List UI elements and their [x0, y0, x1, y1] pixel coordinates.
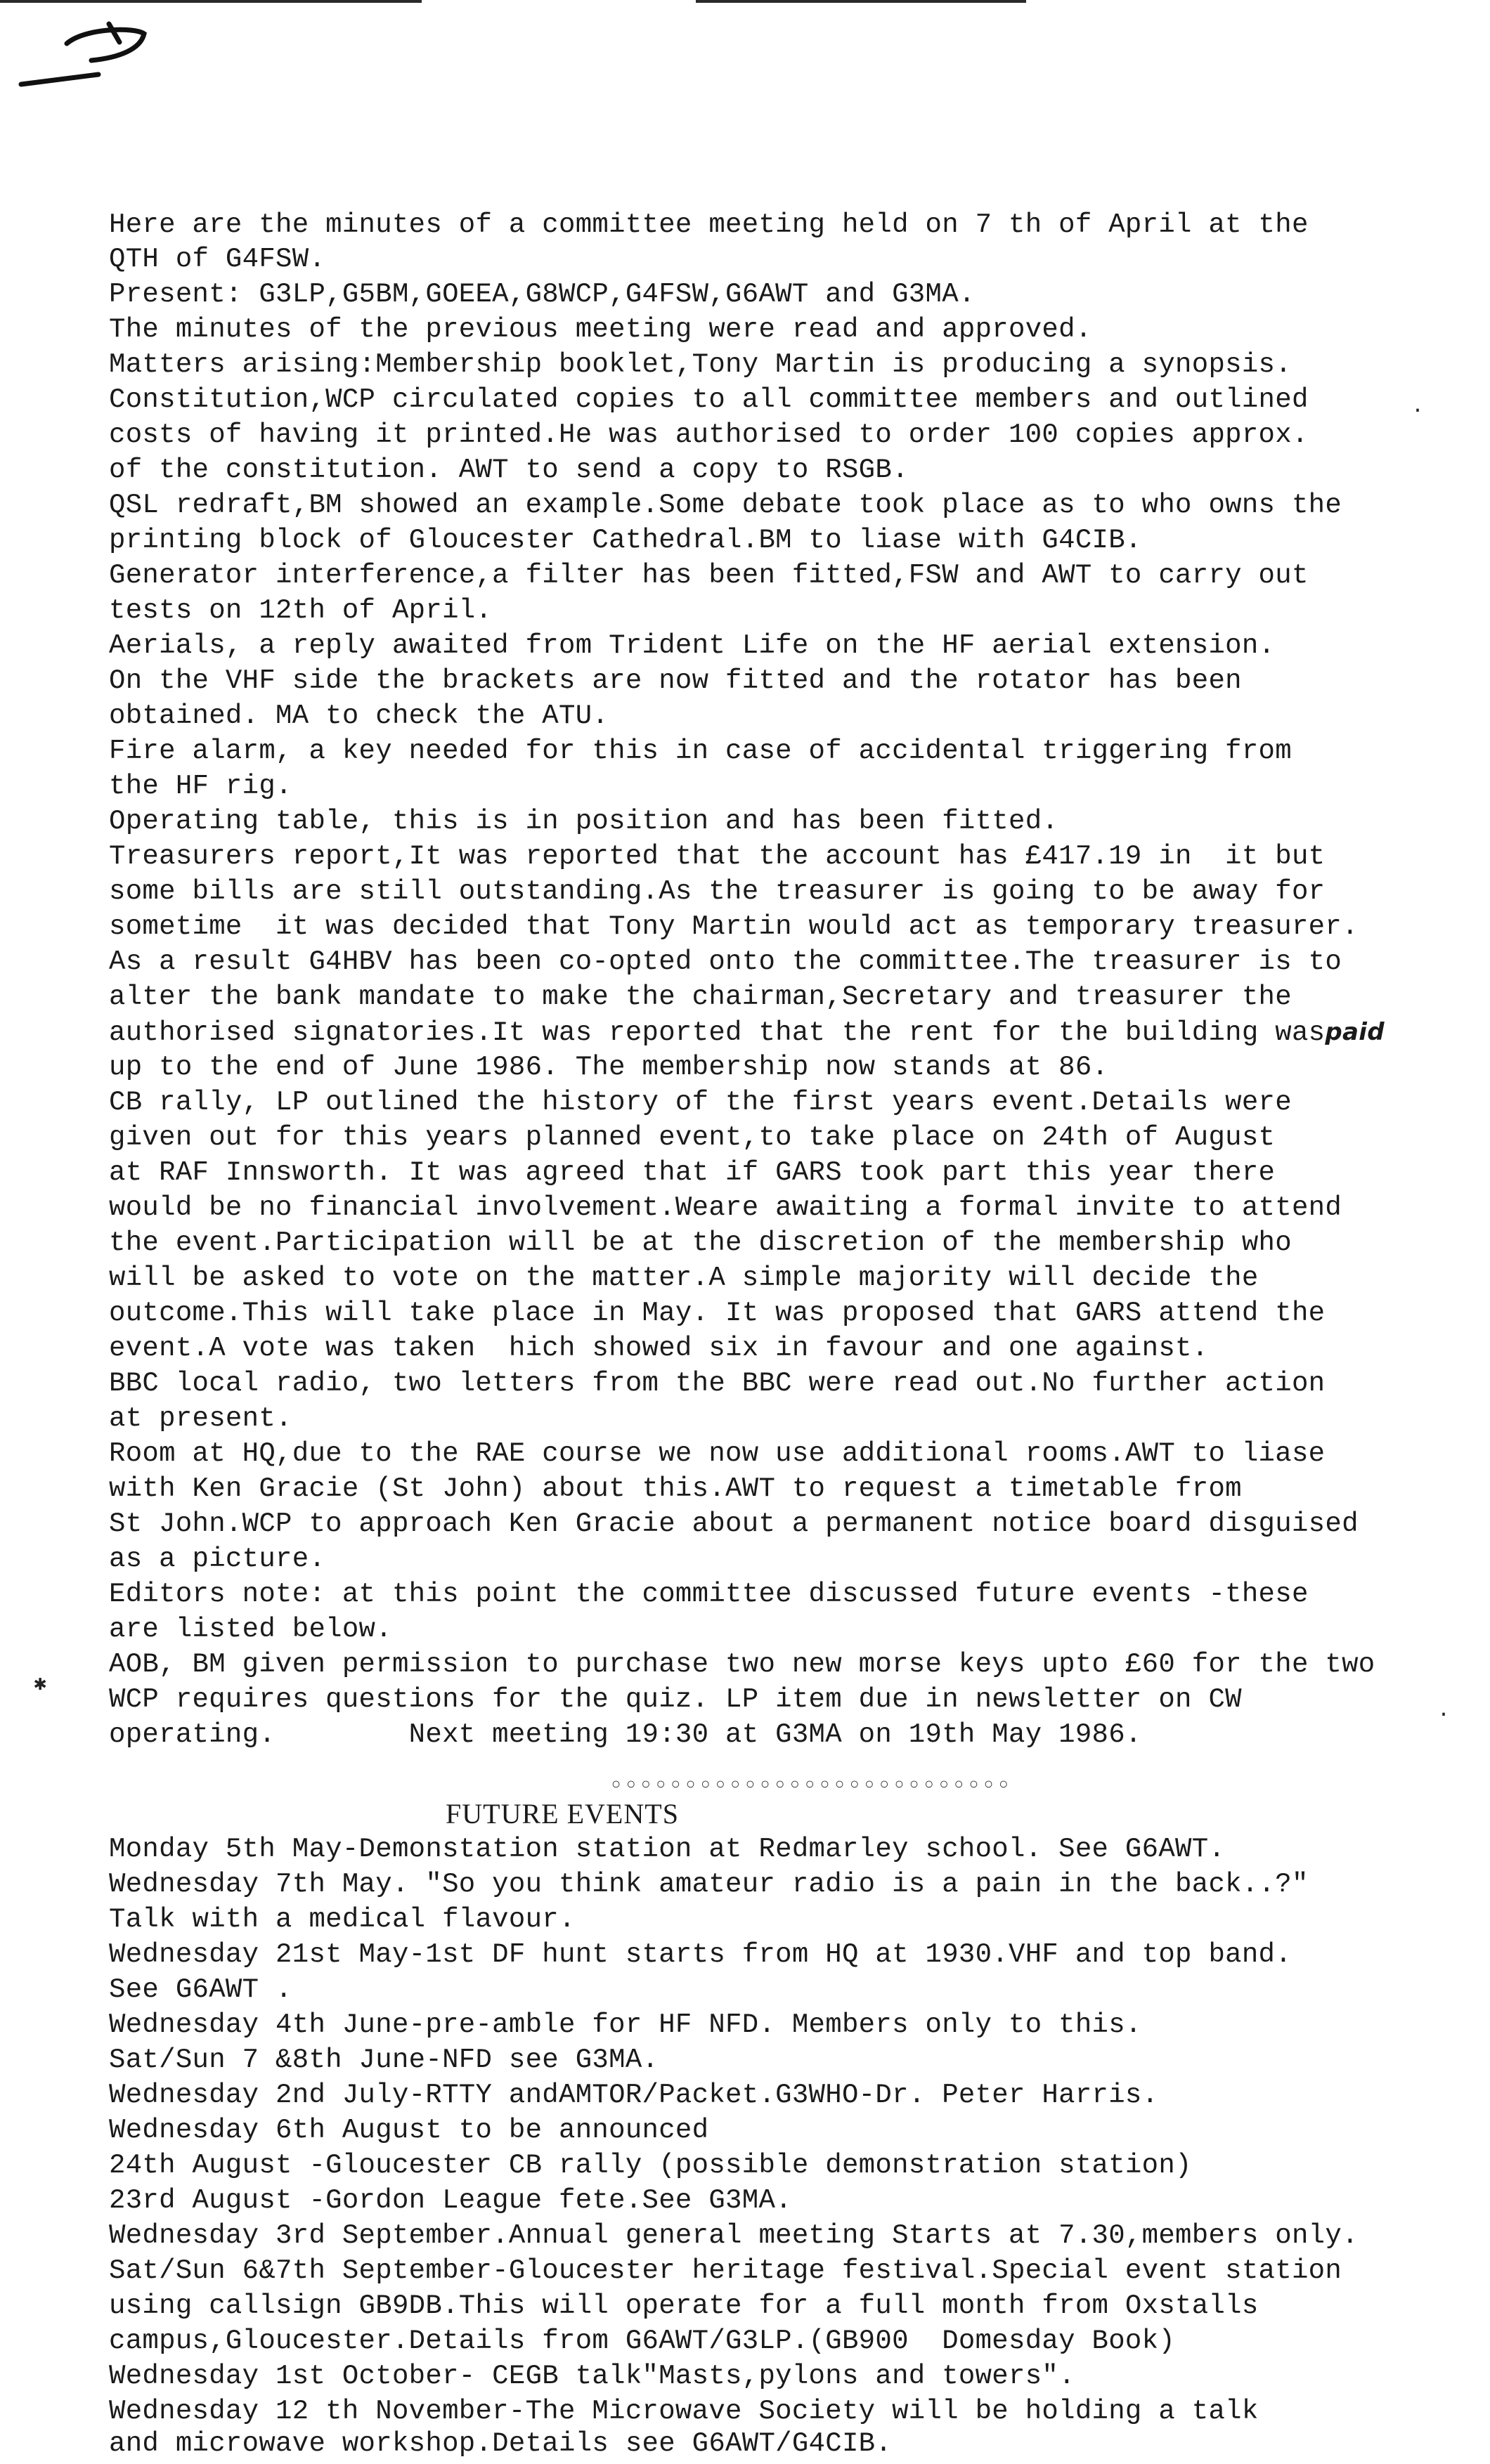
minutes-line: Constitution,WCP circulated copies to all committee members and outlined	[109, 384, 1309, 415]
margin-asterisk-mark: ✱	[34, 1673, 47, 1697]
event-line: Wednesday 21st May-1st DF hunt starts from HQ at 1930.VHF and top band.	[109, 1939, 1292, 1970]
handwritten-page-mark	[14, 14, 148, 91]
minutes-line: The minutes of the previous meeting were read and approved.	[109, 314, 1092, 345]
minutes-line: QTH of G4FSW.	[109, 244, 326, 275]
minutes-line: the HF rig.	[109, 771, 292, 802]
minutes-line: As a result G4HBV has been co-opted onto the committee.The treasurer is to	[109, 946, 1342, 977]
minutes-line-with-handwriting	[109, 1015, 1385, 1050]
minutes-line: some bills are still outstanding.As the treasurer is going to be away for	[109, 876, 1326, 907]
handwritten-addition: paid	[1325, 1018, 1385, 1046]
minutes-line: are listed below.	[109, 1614, 392, 1645]
minutes-line: the event.Participation will be at the discretion of the membership who	[109, 1227, 1292, 1258]
minutes-line: of the constitution. AWT to send a copy to RSGB.	[109, 455, 909, 485]
event-line: 23rd August -Gordon League fete.See G3MA.	[109, 2185, 792, 2216]
minutes-line: Aerials, a reply awaited from Trident Life on the HF aerial extension.	[109, 630, 1276, 661]
minutes-line: Fire alarm, a key needed for this in case of accidental triggering from	[109, 736, 1292, 767]
minutes-line: given out for this years planned event,to take place on 24th of August	[109, 1122, 1276, 1153]
minutes-line: alter the bank mandate to make the chairman,Secretary and treasurer the	[109, 982, 1292, 1012]
minutes-line: outcome.This will take place in May. It was proposed that GARS attend the	[109, 1298, 1326, 1329]
minutes-line: tests on 12th of April.	[109, 595, 493, 626]
margin-dot-mark: ·	[1437, 1703, 1451, 1727]
minutes-line: operating. Next meeting 19:30 at G3MA on 19th May 1986.	[109, 1719, 1142, 1750]
minutes-line: Present: G3LP,G5BM,GOEEA,G8WCP,G4FSW,G6AWT and G3MA.	[109, 279, 976, 310]
minutes-line: St John.WCP to approach Ken Gracie about a permanent notice board disguised	[109, 1508, 1359, 1539]
event-line: Wednesday 4th June-pre-amble for HF NFD. Members only to this.	[109, 2009, 1142, 2040]
event-line: Talk with a medical flavour.	[109, 1904, 576, 1935]
future-events-heading: FUTURE EVENTS	[446, 1798, 679, 1830]
event-line: Wednesday 7th May. "So you think amateur radio is a pain in the back..?"	[109, 1869, 1309, 1900]
minutes-line: Treasurers report,It was reported that the account has £417.19 in it but	[109, 841, 1326, 872]
minutes-line: costs of having it printed.He was authorised to order 100 copies approx.	[109, 419, 1309, 450]
event-line: Wednesday 1st October- CEGB talk"Masts,pylons and towers".	[109, 2361, 1075, 2392]
event-line: campus,Gloucester.Details from G6AWT/G3LP.(GB900 Domesday Book)	[109, 2326, 1176, 2357]
top-edge-rule-right	[696, 0, 1026, 3]
event-line: Wednesday 12 th November-The Microwave Society will be holding a talk	[109, 2396, 1259, 2427]
minutes-line: will be asked to vote on the matter.A simple majority will decide the	[109, 1263, 1259, 1293]
minutes-line: On the VHF side the brackets are now fitted and the rotator has been	[109, 665, 1242, 696]
minutes-line: at present.	[109, 1403, 292, 1434]
minutes-line: Here are the minutes of a committee meeting held on 7 th of April at the	[109, 209, 1309, 240]
event-line: Monday 5th May-Demonstation station at Redmarley school. See G6AWT.	[109, 1834, 1226, 1865]
minutes-line: Matters arising:Membership booklet,Tony Martin is producing a synopsis.	[109, 349, 1292, 380]
event-line: See G6AWT .	[109, 1974, 292, 2005]
event-line: Wednesday 6th August to be announced	[109, 2115, 709, 2146]
minutes-line: printing block of Gloucester Cathedral.BM to liase with G4CIB.	[109, 525, 1142, 556]
event-line: using callsign GB9DB.This will operate for a full month from Oxstalls	[109, 2290, 1259, 2321]
minutes-line: Room at HQ,due to the RAE course we now use additional rooms.AWT to liase	[109, 1438, 1326, 1469]
minutes-line: AOB, BM given permission to purchase two new morse keys upto £60 for the two	[109, 1649, 1375, 1680]
event-line: 24th August -Gloucester CB rally (possible demonstration station)	[109, 2150, 1192, 2181]
margin-dot-mark: ·	[1411, 399, 1425, 423]
event-line: Sat/Sun 6&7th September-Gloucester heritage festival.Special event station	[109, 2255, 1342, 2286]
minutes-line: event.A vote was taken hich showed six in favour and one against.	[109, 1333, 1209, 1364]
minutes-line: as a picture.	[109, 1544, 326, 1575]
section-divider-dots: ○○○○○○○○○○○○○○○○○○○○○○○○○○○	[611, 1776, 1014, 1794]
minutes-line: up to the end of June 1986. The membership now stands at 86.	[109, 1052, 1109, 1083]
minutes-line: sometime it was decided that Tony Martin would act as temporary treasurer.	[109, 911, 1359, 942]
minutes-line: at RAF Innsworth. It was agreed that if GARS took part this year there	[109, 1157, 1276, 1188]
event-line: Sat/Sun 7 &8th June-NFD see G3MA.	[109, 2045, 659, 2075]
event-line: Wednesday 2nd July-RTTY andAMTOR/Packet.G3WHO-Dr. Peter Harris.	[109, 2080, 1159, 2111]
minutes-line: Editors note: at this point the committee discussed future events -these	[109, 1579, 1309, 1610]
minutes-line: CB rally, LP outlined the history of the first years event.Details were	[109, 1087, 1292, 1118]
minutes-line: Generator interference,a filter has been fitted,FSW and AWT to carry out	[109, 560, 1309, 591]
minutes-line: obtained. MA to check the ATU.	[109, 700, 609, 731]
minutes-line: Operating table, this is in position and has been fitted.	[109, 806, 1059, 837]
minutes-line: would be no financial involvement.Weare awaiting a formal invite to attend	[109, 1192, 1342, 1223]
minutes-line: authorised signatories.It was reported that the rent for the building was	[109, 1017, 1326, 1048]
top-edge-rule-left	[0, 0, 422, 3]
minutes-line: BBC local radio, two letters from the BBC were read out.No further action	[109, 1368, 1326, 1399]
event-line: Wednesday 3rd September.Annual general meeting Starts at 7.30,members only.	[109, 2220, 1359, 2251]
minutes-line: with Ken Gracie (St John) about this.AWT to request a timetable from	[109, 1473, 1242, 1504]
minutes-line: WCP requires questions for the quiz. LP item due in newsletter on CW	[109, 1684, 1242, 1715]
event-line: and microwave workshop.Details see G6AWT/G4CIB.	[109, 2428, 893, 2459]
minutes-line: QSL redraft,BM showed an example.Some debate took place as to who owns the	[109, 490, 1342, 521]
